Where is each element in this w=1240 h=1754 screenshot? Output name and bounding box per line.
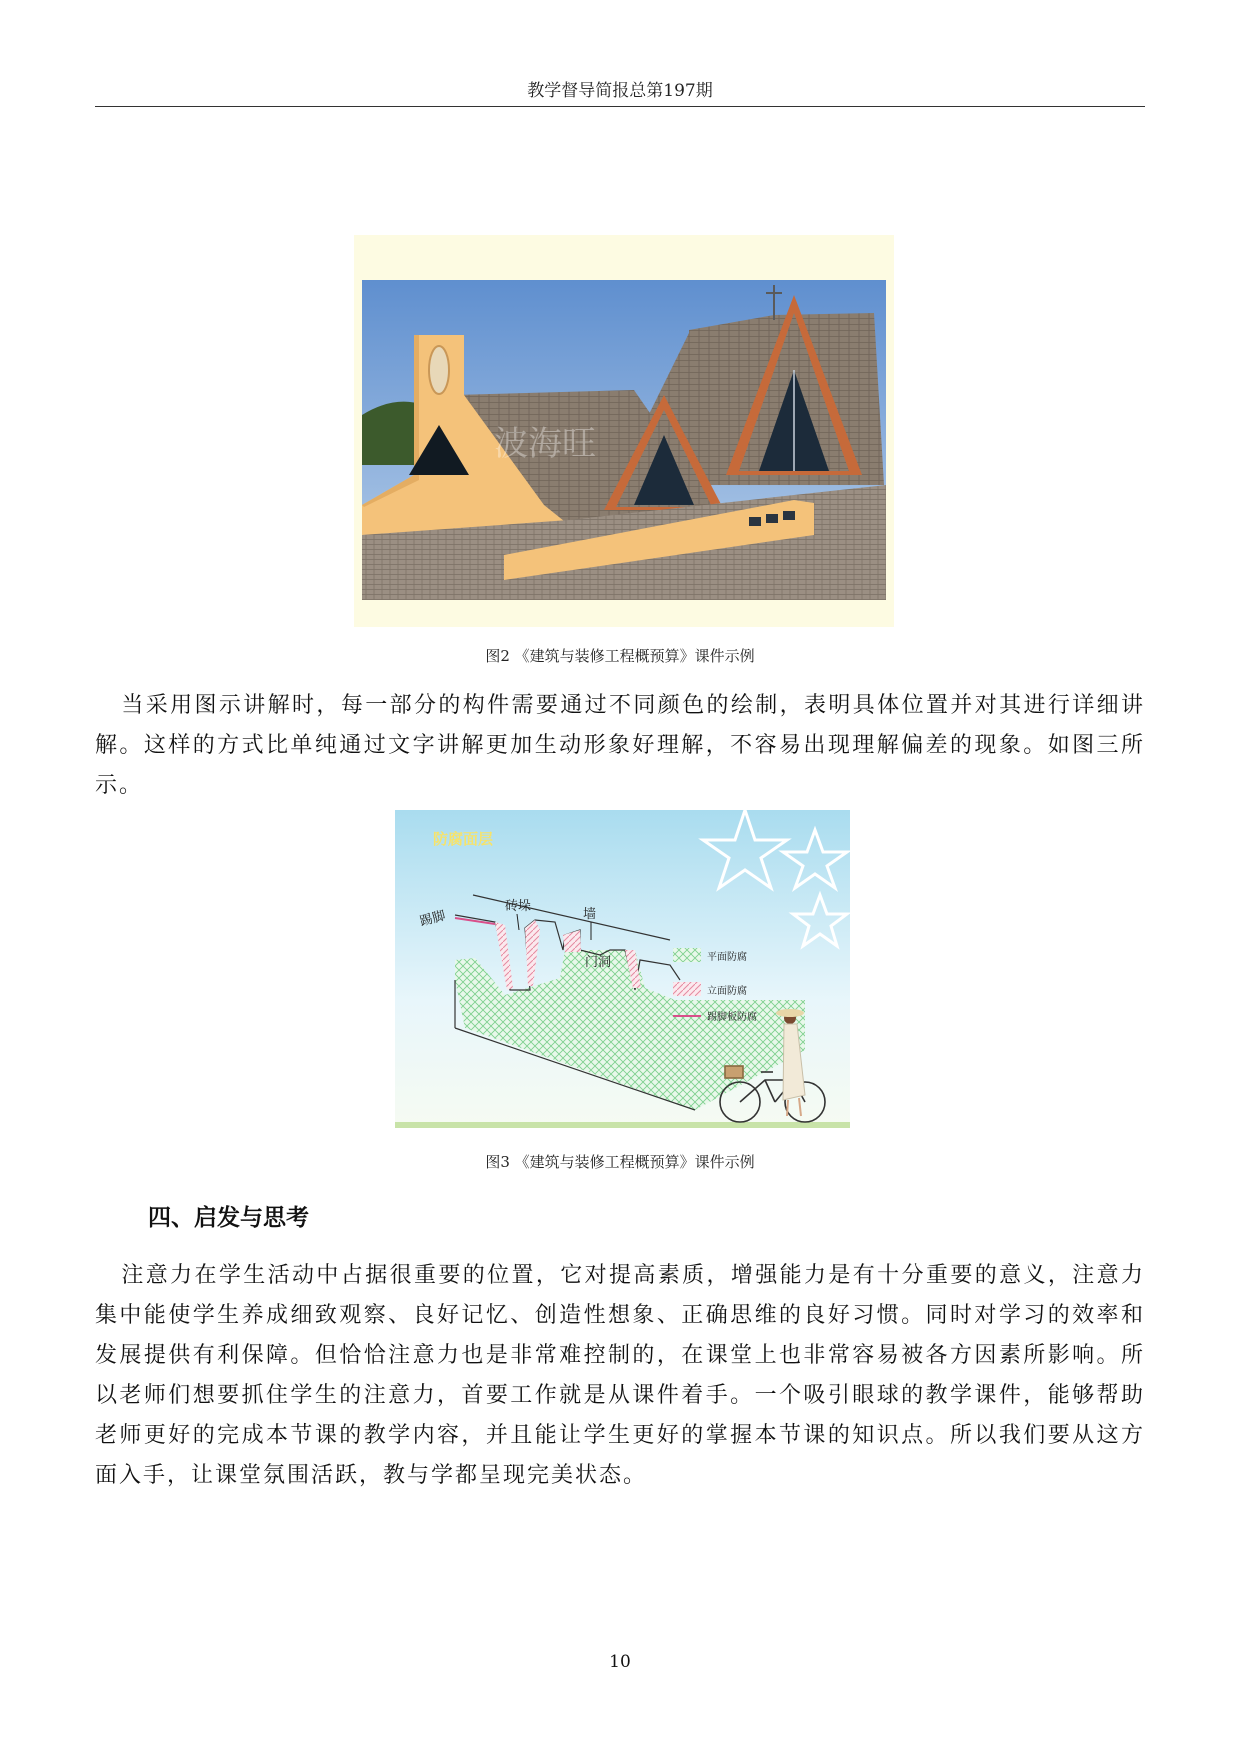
page-header: 教学督导简报总第197期 <box>527 81 713 101</box>
label-wall: 墙 <box>583 907 597 922</box>
body-paragraph-1: 当采用图示讲解时，每一部分的构件需要通过不同颜色的绘制，表明具体位置并对其进行详细讲解。这样的方式比单纯通过文字讲解更加生动形象好理解，不容易出现理解偏差的现象。如图三所示。 <box>95 693 1145 798</box>
legend-label-skirting: 踢脚板防腐 <box>707 1012 757 1023</box>
legend-label-plane: 平面防腐 <box>707 952 747 963</box>
legend-swatch-vertical <box>673 982 701 996</box>
page-number: 10 <box>609 1652 631 1672</box>
section-heading-4: 四、启发与思考 <box>148 1205 309 1231</box>
roof-illustration <box>354 235 894 627</box>
figure-3-caption: 图3 《建筑与装修工程概预算》课件示例 <box>485 1153 755 1171</box>
anticorrosion-diagram <box>395 810 850 1128</box>
header-divider <box>95 106 1145 107</box>
legend-swatch-plane <box>673 948 701 962</box>
label-brick-curb: 砖垛 <box>505 899 532 914</box>
figure-2-roof-photo <box>354 235 894 627</box>
label-skirting: 踢脚 <box>418 908 448 930</box>
figure-2-caption: 图2 《建筑与装修工程概预算》课件示例 <box>485 647 755 665</box>
figure-3-diagram <box>395 810 850 1128</box>
photo-watermark: 波海旺 <box>494 424 596 464</box>
diagram-title: 防腐面层 <box>433 830 494 848</box>
legend-label-vertical: 立面防腐 <box>707 986 747 997</box>
body-paragraph-2: 注意力在学生活动中占据很重要的位置，它对提高素质，增强能力是有十分重要的意义，注意力集中能使学生养成细致观察、良好记忆、创造性想象、正确思维的良好习惯。同时对学习的效率和发展提供有利保障。但恰恰注意力也是非常难控制的，在课堂上也非常容易被各方因素所影响。所以老师们想要抓住学生的注意力，首要工作就是从课件着手。一个吸引眼球的教学课件，能够帮助老师更好的完成本节课的教学内容，并且能让学生更好的掌握本节课的知识点。所以我们要从这方面入手，让课堂氛围活跃，教与学都呈现完美状态。 <box>95 1263 1145 1488</box>
label-door-opening: 门洞 <box>585 955 612 970</box>
